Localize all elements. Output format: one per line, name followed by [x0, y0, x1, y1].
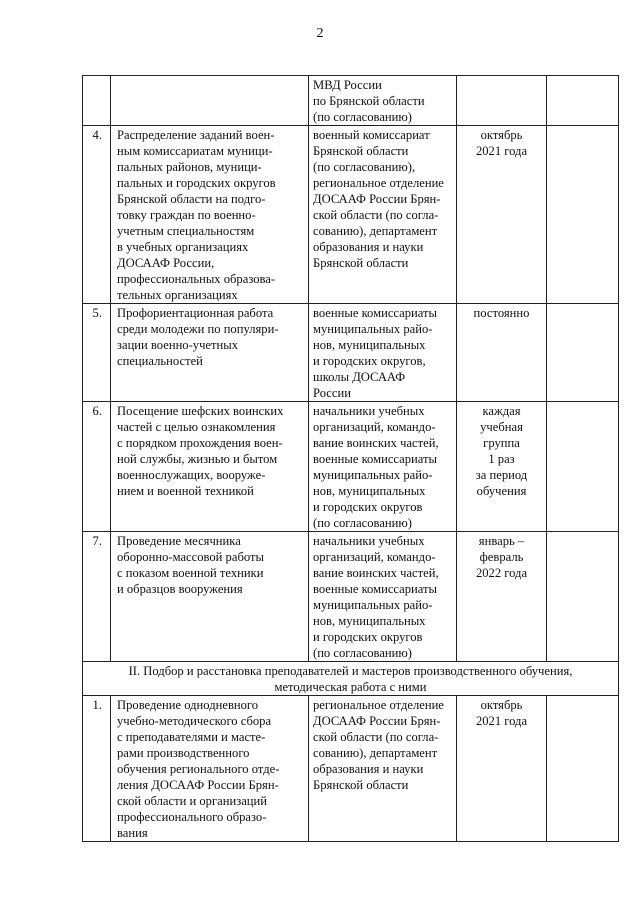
text-line: нием и военной техникой	[117, 484, 254, 498]
text-line: февраль	[479, 550, 524, 564]
note-cell	[547, 532, 619, 662]
note-cell	[547, 76, 619, 126]
text-line: методическая работа с ними	[274, 680, 427, 694]
text-line: Брянской области	[313, 256, 409, 270]
text-line: вание воинских частей,	[313, 566, 439, 580]
term-cell	[457, 696, 547, 842]
text-line: товку граждан по военно-	[117, 208, 256, 222]
text-line: в учебных организациях	[117, 240, 249, 254]
text-line: нов, муниципальных	[313, 484, 426, 498]
text-line: начальники учебных	[313, 534, 425, 548]
section-heading	[83, 662, 619, 696]
text-line: начальники учебных	[313, 404, 425, 418]
row-number-cell	[83, 696, 111, 842]
text-line: ДОСААФ России Брян-	[313, 714, 441, 728]
note-cell	[547, 696, 619, 842]
text-line: Брянской области	[313, 778, 409, 792]
text-line: военные комиссариаты	[313, 306, 438, 320]
text-line: пальных и городских округов	[117, 176, 276, 190]
text-line: учетным специальностям	[117, 224, 255, 238]
text-line: тельных организациях	[117, 288, 238, 302]
text-line: рами производственного	[117, 746, 250, 760]
text-line: учебно-методического сбора	[117, 714, 272, 728]
text-line: группа	[483, 436, 520, 450]
text-line: военные комиссариаты	[313, 582, 438, 596]
table-row	[83, 76, 619, 126]
text-line: профессионального образо-	[117, 810, 267, 824]
row-number-cell	[83, 304, 111, 402]
text-line: с преподавателями и масте-	[117, 730, 266, 744]
text-line: профессиональных образова-	[117, 272, 276, 286]
text-line: региональное отделение	[313, 698, 444, 712]
responsible-cell	[309, 696, 457, 842]
text-line: обучения	[476, 484, 527, 498]
text-line: оборонно-массовой работы	[117, 550, 264, 564]
text-line: сованию), департамент	[313, 224, 438, 238]
term-cell	[457, 402, 547, 532]
text-line: и городских округов	[313, 500, 423, 514]
text-line: Профориентационная работа	[117, 306, 274, 320]
event-cell	[111, 696, 309, 842]
text-line: муниципальных райо-	[313, 322, 433, 336]
text-line: специальностей	[117, 354, 203, 368]
event-cell	[111, 532, 309, 662]
text-line: за период	[475, 468, 528, 482]
text-line: муниципальных райо-	[313, 468, 433, 482]
text-line: муниципальных райо-	[313, 598, 433, 612]
text-line: 1 раз	[488, 452, 515, 466]
text-line: (по согласованию)	[313, 646, 413, 660]
text-line: вание воинских частей,	[313, 436, 439, 450]
row-number-cell	[83, 402, 111, 532]
term-cell	[457, 76, 547, 126]
text-line: постоянно	[473, 306, 530, 320]
row-number: 6.	[92, 404, 102, 418]
text-line: военные комиссариаты	[313, 452, 438, 466]
text-line: частей с целью ознакомления	[117, 420, 276, 434]
text-line: II. Подбор и расстановка преподавателей и мастеров производственного обучения,	[128, 664, 573, 678]
text-line: каждая	[482, 404, 521, 418]
plan-table	[82, 75, 619, 842]
text-line: 2022 года	[475, 566, 528, 580]
text-line: обучения регионального отде-	[117, 762, 280, 776]
row-number-cell	[83, 126, 111, 304]
text-line: январь –	[478, 534, 525, 548]
text-line: и городских округов	[313, 630, 423, 644]
text-line: Проведение месячника	[117, 534, 241, 548]
event-cell	[111, 402, 309, 532]
row-number: 4.	[92, 128, 102, 142]
table-row	[83, 402, 619, 532]
text-line: Посещение шефских воинских	[117, 404, 284, 418]
responsible-cell	[309, 304, 457, 402]
text-line: МВД России	[313, 78, 382, 92]
event-cell	[111, 304, 309, 402]
text-line: (по согласованию)	[313, 110, 413, 124]
row-number-cell	[83, 532, 111, 662]
text-line: зации военно-учетных	[117, 338, 239, 352]
text-line: и городских округов,	[313, 354, 426, 368]
text-line: нов, муниципальных	[313, 338, 426, 352]
text-line: нов, муниципальных	[313, 614, 426, 628]
note-cell	[547, 126, 619, 304]
text-line: вания	[117, 826, 148, 840]
text-line: Брянской области на подго-	[117, 192, 266, 206]
table-row	[83, 696, 619, 842]
text-line: ДОСААФ России Брян-	[313, 192, 441, 206]
event-cell	[111, 126, 309, 304]
table-row	[83, 304, 619, 402]
text-line: ской области (по согла-	[313, 208, 439, 222]
note-cell	[547, 402, 619, 532]
responsible-cell	[309, 532, 457, 662]
text-line: октябрь	[480, 128, 523, 142]
text-line: ДОСААФ России,	[117, 256, 215, 270]
event-cell	[111, 76, 309, 126]
term-cell	[457, 126, 547, 304]
text-line: ской области и организаций	[117, 794, 267, 808]
term-cell	[457, 532, 547, 662]
text-line: организаций, командо-	[313, 550, 436, 564]
text-line: Проведение однодневного	[117, 698, 259, 712]
text-line: с показом военной техники	[117, 566, 264, 580]
text-line: октябрь	[480, 698, 523, 712]
text-line: ной службы, жизнью и бытом	[117, 452, 278, 466]
text-line: сованию), департамент	[313, 746, 438, 760]
text-line: пальных районов, муници-	[117, 160, 262, 174]
text-line: ления ДОСААФ России Брян-	[117, 778, 279, 792]
page-number: 2	[316, 26, 324, 41]
note-cell	[547, 304, 619, 402]
text-line: среди молодежи по популяри-	[117, 322, 279, 336]
row-number: 5.	[92, 306, 102, 320]
row-number-cell	[83, 76, 111, 126]
text-line: 2021 года	[475, 144, 528, 158]
text-line: и образцов вооружения	[117, 582, 243, 596]
text-line: России	[313, 386, 351, 400]
table-row	[83, 126, 619, 304]
text-line: образования и науки	[313, 762, 424, 776]
responsible-cell	[309, 76, 457, 126]
text-line: (по согласованию)	[313, 516, 413, 530]
row-number: 7.	[92, 534, 102, 548]
text-line: региональное отделение	[313, 176, 444, 190]
text-line: с порядком прохождения воен-	[117, 436, 283, 450]
text-line: ным комиссариатам муници-	[117, 144, 273, 158]
text-line: военнослужащих, вооруже-	[117, 468, 266, 482]
responsible-cell	[309, 126, 457, 304]
section-heading-row	[83, 662, 619, 696]
text-line: школы ДОСААФ	[313, 370, 406, 384]
text-line: Брянской области	[313, 144, 409, 158]
text-line: 2021 года	[475, 714, 528, 728]
text-line: организаций, командо-	[313, 420, 436, 434]
row-number: 1.	[92, 698, 102, 712]
responsible-cell	[309, 402, 457, 532]
text-line: военный комиссариат	[313, 128, 430, 142]
text-line: по Брянской области	[313, 94, 425, 108]
text-line: Распределение заданий воен-	[117, 128, 275, 142]
table-row	[83, 532, 619, 662]
term-cell	[457, 304, 547, 402]
text-line: ской области (по согла-	[313, 730, 439, 744]
text-line: учебная	[480, 420, 523, 434]
text-line: (по согласованию),	[313, 160, 416, 174]
text-line: образования и науки	[313, 240, 424, 254]
